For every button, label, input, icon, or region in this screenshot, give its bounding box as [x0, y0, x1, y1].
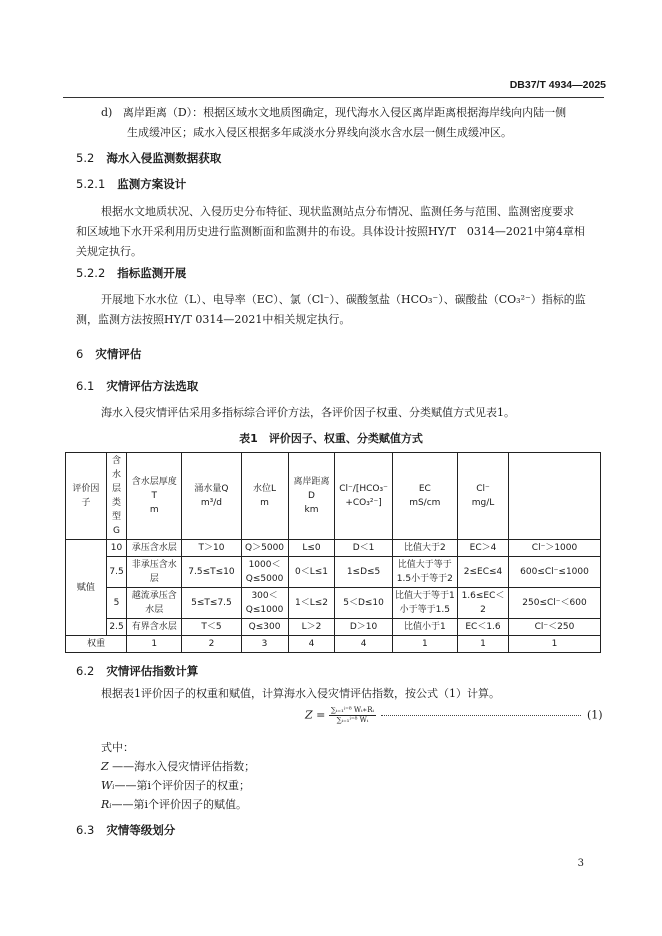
table-header-cell: 离岸距离D km	[288, 453, 335, 540]
table-header-cell: 含水层类型 G	[106, 453, 126, 540]
table-cell: 1.6≤EC＜2	[457, 588, 508, 619]
where-item-w	[101, 776, 250, 796]
table-cell: 非承压含水层	[127, 557, 182, 588]
table-row	[66, 588, 601, 619]
section-5-2-1-heading	[76, 176, 186, 192]
section-6-2-heading	[76, 663, 198, 679]
section-5-2-1-line1: 根据水文地质状况、入侵历史分布特征、现状监测站点分布情况、监测任务与范围、监测密度要求	[101, 205, 574, 218]
formula-denominator: ∑ᵢ₌₁ⁱ⁼⁸ Wᵢ	[336, 716, 369, 724]
table-cell: D＞10	[335, 619, 392, 636]
weight-cell: 1	[127, 636, 182, 653]
where-description: ——第i个评价因子的赋值。	[111, 798, 248, 811]
section-title: 指标监测开展	[117, 266, 187, 280]
formula-lhs: Z =	[305, 708, 326, 722]
table-cell: T＜5	[182, 619, 241, 636]
table-header-cell: EC mS/cm	[392, 453, 457, 540]
table-1-caption: 表1 评价因子、权重、分类赋值方式	[239, 432, 423, 445]
table-cell: Q＞5000	[241, 540, 288, 557]
section-5-2-1-line3: 关规定执行。	[76, 245, 142, 258]
section-5-2-2-line1: 开展地下水水位（L）、电导率（EC）、氯（Cl⁻）、碳酸氢盐（HCO₃⁻）、碳酸盐（CO₃²⁻）指标的监	[101, 293, 586, 306]
table-cell: 5＜D≤10	[335, 588, 392, 619]
table-cell: EC＜1.6	[457, 619, 508, 636]
where-description: ——海水入侵灾情评估指数；	[112, 760, 256, 773]
table-cell: 1000＜Q≤5000	[241, 557, 288, 588]
standard-code: DB37/T 4934—2025	[509, 79, 606, 91]
section-number: 6.2	[76, 664, 95, 678]
section-title: 海水入侵监测数据获取	[106, 151, 222, 165]
table-header-cell: 涌水量Q m³/d	[182, 453, 241, 540]
table-cell: 比值大于2	[392, 540, 457, 557]
score-cell: 2.5	[106, 619, 126, 636]
section-title: 灾情评估方法选取	[106, 379, 199, 393]
weight-cell: 4	[335, 636, 392, 653]
table-cell: 5≤T≤7.5	[182, 588, 241, 619]
table-row	[66, 540, 601, 557]
section-title: 灾情等级划分	[106, 823, 176, 837]
table-cell: 250≤Cl⁻＜600	[509, 588, 601, 619]
formula-leader-dots	[381, 715, 581, 716]
table-cell: 有界含水层	[127, 619, 182, 636]
section-5-2-1-line2: 和区域地下水开采利用历史进行监测断面和监测井的布设。具体设计按照HY/T 0314—2021中第4章相	[76, 225, 585, 238]
weight-cell: 1	[457, 636, 508, 653]
section-title: 监测方案设计	[117, 177, 187, 191]
table-cell: Cl⁻＞1000	[509, 540, 601, 557]
formula-equation-number: (1)	[586, 708, 603, 722]
table-cell: D＜1	[335, 540, 392, 557]
item-d-line2: 生成缓冲区；咸水入侵区根据多年咸淡水分界线向淡水含水层一侧生成缓冲区。	[127, 126, 512, 139]
score-cell: 10	[106, 540, 126, 557]
table-cell: L≤0	[288, 540, 335, 557]
section-6-2-line1: 根据表1评价因子的权重和赋值，计算海水入侵灾情评估指数，按公式（1）计算。	[101, 687, 500, 700]
weight-cell: 1	[509, 636, 601, 653]
weight-cell: 2	[182, 636, 241, 653]
formula-1	[305, 706, 603, 725]
weight-cell: 1	[392, 636, 457, 653]
section-number: 5.2.1	[76, 177, 106, 191]
section-6-1-line1: 海水入侵灾情评估采用多指标综合评价方法，各评价因子权重、分类赋值方式见表1。	[101, 406, 515, 419]
table-cell: L＞2	[288, 619, 335, 636]
table-cell: 承压含水层	[127, 540, 182, 557]
table-header-row	[66, 453, 601, 540]
section-number: 6.1	[76, 379, 95, 393]
score-cell: 5	[106, 588, 126, 619]
where-symbol: Rᵢ	[101, 798, 112, 811]
formula-numerator: ∑ᵢ₌₁ⁱ⁼⁸ Wᵢ∗Rᵢ	[330, 706, 374, 714]
section-5-2-2-heading	[76, 265, 186, 281]
weight-cell: 3	[241, 636, 288, 653]
score-cell: 7.5	[106, 557, 126, 588]
section-6-heading	[76, 346, 141, 362]
table-cell: Cl⁻＜250	[509, 619, 601, 636]
table-cell: 7.5≤T≤10	[182, 557, 241, 588]
table-cell: EC＞4	[457, 540, 508, 557]
section-number: 6	[76, 347, 84, 361]
weight-label-cell: 权重	[66, 636, 127, 653]
weight-row	[66, 636, 601, 653]
section-6-1-heading	[76, 378, 198, 394]
table-header-cell: 水位L m	[241, 453, 288, 540]
table-row	[66, 557, 601, 588]
table-row	[66, 619, 601, 636]
table-header-cell: 评价因子	[66, 453, 107, 540]
where-description: ——第i个评价因子的权重；	[114, 779, 251, 792]
where-symbol: Wᵢ	[101, 779, 115, 792]
section-title: 灾情评估	[95, 347, 142, 361]
assign-label-cell: 赋值	[66, 540, 107, 636]
table-cell: 1≤D≤5	[335, 557, 392, 588]
table-cell: T＞10	[182, 540, 241, 557]
where-item-z	[101, 757, 255, 777]
where-symbol: Z	[101, 760, 109, 773]
formula-fraction	[329, 706, 376, 725]
table-cell: 0＜L≤1	[288, 557, 335, 588]
table-1	[65, 452, 601, 653]
where-item-r	[101, 795, 247, 815]
table-header-cell: 含水层厚度T m	[127, 453, 182, 540]
section-5-2-2-line2: 测，监测方法按照HY/T 0314—2021中相关规定执行。	[76, 313, 351, 326]
table-header-cell: Cl⁻ mg/L	[457, 453, 508, 540]
section-6-3-heading	[76, 822, 175, 838]
section-title: 灾情评估指数计算	[106, 664, 199, 678]
section-5-2-heading	[76, 150, 221, 166]
section-number: 5.2.2	[76, 266, 106, 280]
table-cell: 比值小于1	[392, 619, 457, 636]
table-cell: 比值大于等于1小于等于1.5	[392, 588, 457, 619]
table-cell: 越流承压含水层	[127, 588, 182, 619]
table-cell: 1＜L≤2	[288, 588, 335, 619]
page-number: 3	[577, 858, 584, 869]
table-header-cell: Cl⁻/[HCO₃⁻ +CO₃²⁻]	[335, 453, 392, 540]
section-number: 6.3	[76, 823, 95, 837]
table-cell: 比值大于等于1.5小于等于2	[392, 557, 457, 588]
table-cell: 2≤EC≤4	[457, 557, 508, 588]
table-cell: 600≤Cl⁻≤1000	[509, 557, 601, 588]
table-cell: Q≤300	[241, 619, 288, 636]
item-d-line1: d) 离岸距离（D）：根据区域水文地质图确定，现代海水入侵区离岸距离根据海岸线向内陆一侧	[101, 106, 567, 119]
table-cell: 300＜Q≤1000	[241, 588, 288, 619]
weight-cell: 4	[288, 636, 335, 653]
header-rule	[63, 97, 604, 98]
where-label: 式中：	[101, 741, 134, 754]
section-number: 5.2	[76, 151, 95, 165]
